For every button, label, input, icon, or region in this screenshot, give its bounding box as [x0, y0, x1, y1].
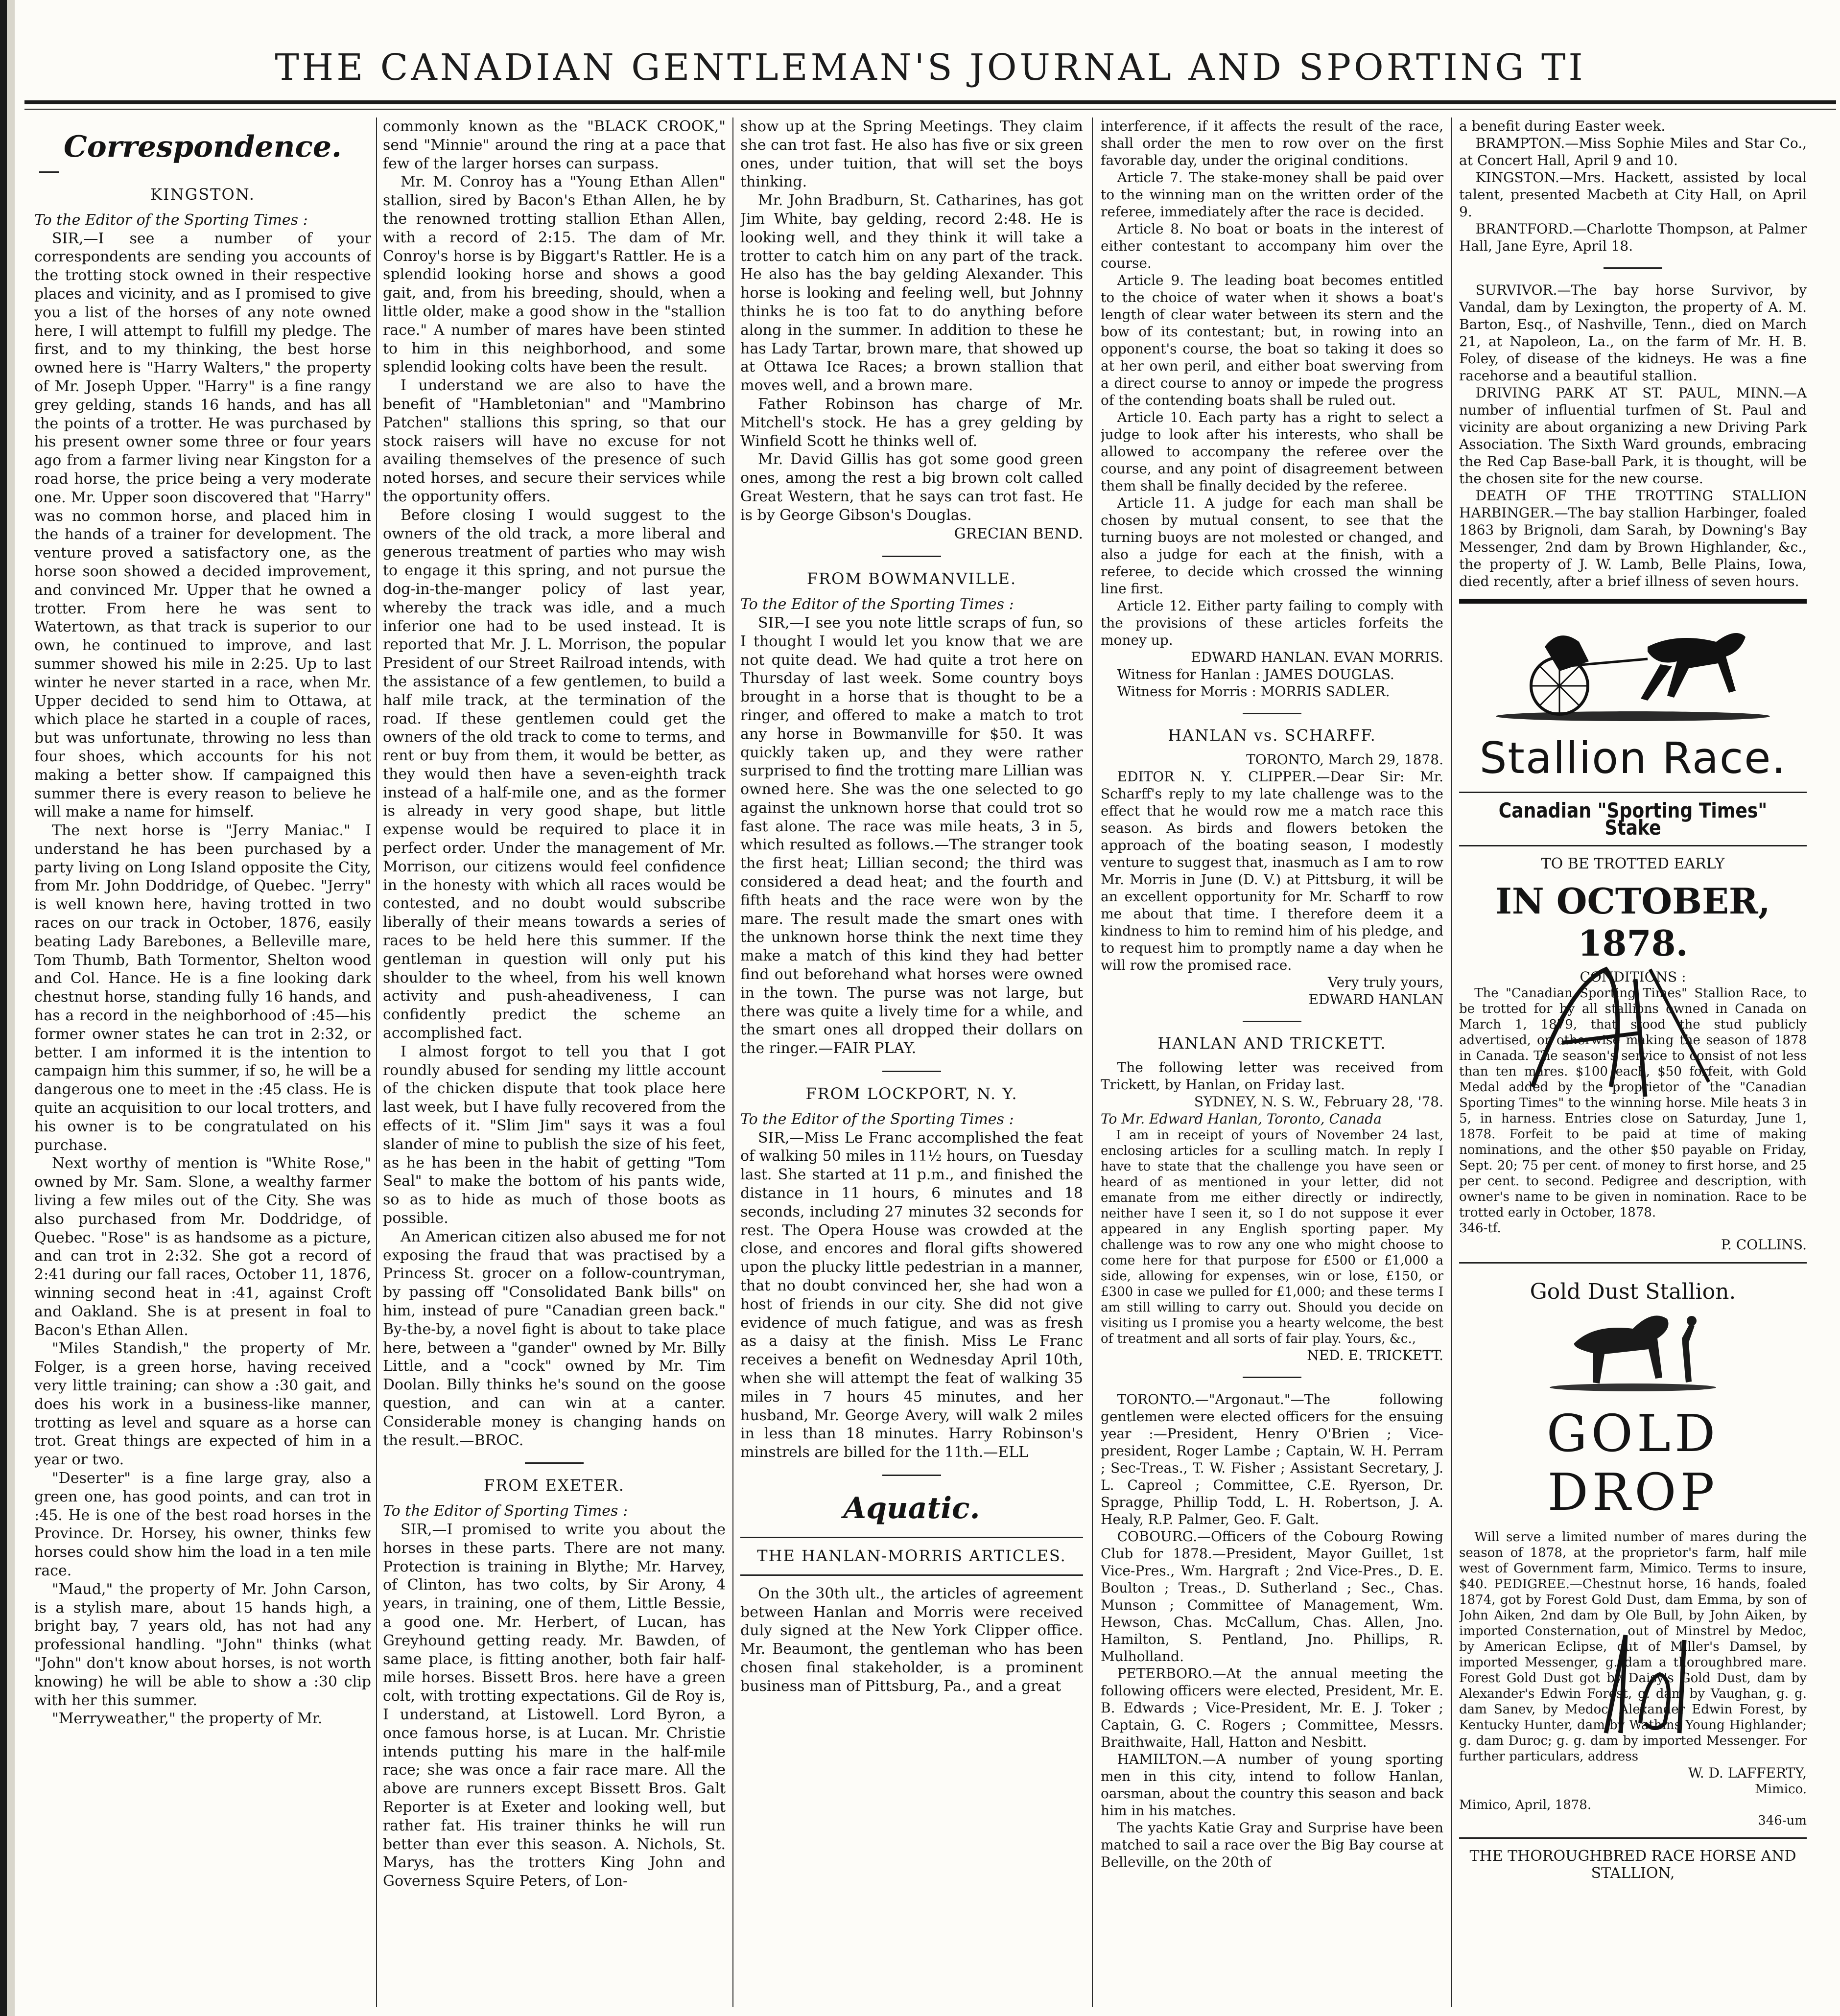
paragraph: Article 10. Each party has a right to select a judge to look after his interests, who shall be allowed to accompany the referee over the course, and any point of disagreement between them shall be finally decided by the referee.: [1101, 409, 1443, 494]
paragraph: HAMILTON.—A number of young sporting men in this city, intend to follow Hanlan, oarsman, about the country this season and back him in his matches.: [1101, 1751, 1443, 1819]
ad-rule: [1459, 792, 1807, 793]
witness-line: Witness for Morris : MORRIS SADLER.: [1117, 683, 1390, 700]
ad-line: TO BE TROTTED EARLY: [1541, 855, 1725, 872]
salutation: To the Editor of Sporting Times :: [383, 1502, 628, 1520]
paragraph: On the 30th ult., the articles of agreement between Hanlan and Morris were received duly signed at the New York Clipper office. Mr. Beaumont, the gentleman who has been chosen final stakeholder, is a prominent business man of Pittsburg, Pa., and a great: [740, 1585, 1083, 1695]
column-rule: [1451, 117, 1452, 2007]
paragraph: Mr. John Bradburn, St. Catharines, has got Jim White, bay gelding, record 2:48. He is looking well, and they think it will take a trotter to catch him on any part of the track. He also has the bay gelding Alexander. This horse is looking and feeling well, but Johnny thinks he is too fat to do anything before along in the summer. In addition to these he has Lady Tartar, brown mare, that showed up at Ottawa Ice Races; a brown stallion that moves well, and a brown mare.: [740, 192, 1083, 395]
paragraph: SIR,—I see a number of your correspondents are sending you accounts of the trotting stock owned in their respective places and vicinity, and as I promised to give you a list of the horses of any note owned here, I will attempt to fulfill my pledge. The first, and to my thinking, the best horse owned here is "Harry Walters," the property of Mr. Joseph Upper. "Harry" is a fine rangy grey gelding, stands 16 hands, and has all the points of a trotter. He was purchased by his present owner some three or four years ago from a farmer living near Kingston for a road horse, the price being a very moderate one. Mr. Upper soon discovered that "Harry" was no common horse, and placed him in the hands of a trainer for development. The venture proved a satisfactory one, as the horse soon showed a decided improvement, and convinced Mr. Upper that he owned a trotter. From here he was sent to Watertown, as that track is superior to our own, he continued to improve, and last summer showed his mile in 2:25. Up to last winter he never started in a race, when Mr. Upper decided to send him to Ottawa, at which place he started in a couple of races, but was unfortunate, throwing no less than four shoes, which accounts for his not making a better show. If campaigned this summer there is every reason to believe he will make a name for himself.: [34, 230, 371, 821]
paragraph: SIR,—I see you note little scraps of fun, so I thought I would let you know that we are not quite dead. We had quite a trot here on Thursday of last week. Some country boys brought in a horse that is thought to be a ringer, and offered to make a match to trot any horse in Bowmanville for $50. It was quickly taken up, and they were rather surprised to find the trotting mare Lillian was owned here. She was the one selected to go against the unknown horse that could trot so fast alone. The race was mile heats, 3 in 5, which resulted as follows.—The stranger took the first heat; Lillian second; the third was considered a dead heat; and the fourth and fifth heats and the race were won by the mare. The result made the smart ones with the unknown horse think the next time they make a match of this kind they had better find out beforehand what horses were owned in the town. The purse was not large, but there was quite a lively time for a while, and the smart ones all dropped their dollars on the ringer.—FAIR PLAY.: [740, 614, 1083, 1057]
masthead-rule: [24, 100, 1836, 104]
dash-rule: [1243, 1377, 1301, 1378]
paragraph: BRAMPTON.—Miss Sophie Miles and Star Co., at Concert Hall, April 9 and 10.: [1459, 135, 1807, 168]
column-4: [1101, 117, 1443, 2007]
paragraph: "Deserter" is a fine large gray, also a green one, has good points, and can trot in :45. He is one of the best road horses in the Province. Dr. Horsey, his owner, thinks few horses could show him the load in a ten mile race.: [34, 1469, 371, 1579]
paragraph: DRIVING PARK AT ST. PAUL, MINN.—A number of influential turfmen of St. Paul and vicinity are about organizing a new Driving Park Association. The Sixth Ward grounds, embracing the Red Cap Base-ball Park, it is thought, will be the chosen site for the new course.: [1459, 385, 1807, 487]
ad-signature: P. COLLINS.: [1721, 1237, 1807, 1253]
paragraph: Next worthy of mention is "White Rose," owned by Mr. Sam. Slone, a wealthy farmer living a few miles out of the City. She was also purchased from Mr. Doddridge, of Quebec. "Rose" is as handsome as a picture, and can trot in 2:32. She got a record of 2:41 during our fall races, October 11, 1876, winning second heat in :41, against Croft and Oakland. She is at present in foal to Bacon's Ethan Allen.: [34, 1155, 371, 1339]
column-2: [383, 117, 726, 2007]
column-rule: [1092, 117, 1093, 2007]
ad-conditions-heading: CONDITIONS :: [1580, 969, 1686, 985]
subheading-hanlan-scharff: HANLAN vs. SCHARFF.: [1168, 726, 1376, 745]
dash-rule: [882, 1475, 941, 1476]
ad-heading-thoroughbred: THE THOROUGHBRED RACE HORSE AND STALLION,: [1469, 1848, 1796, 1882]
paragraph: commonly known as the "BLACK CROOK," send "Minnie" around the ring at a pace that few of the larger horses can surpass.: [383, 118, 726, 172]
paragraph: Article 8. No boat or boats in the interest of either contestant to accompany him over the course.: [1101, 221, 1443, 271]
dash-rule: [882, 1071, 941, 1072]
paragraph: BRANTFORD.—Charlotte Thompson, at Palmer Hall, Jane Eyre, April 18.: [1459, 221, 1807, 254]
paragraph: The yachts Katie Gray and Surprise have been matched to sail a race over the Big Bay course at Belleville, on the 20th of: [1101, 1820, 1443, 1870]
paragraph: interference, if it affects the result of the race, shall order the men to row over on the first favorable day, under the original conditions.: [1101, 118, 1443, 168]
signature: GRECIAN BEND.: [954, 525, 1083, 542]
paragraph: DEATH OF THE TROTTING STALLION HARBINGER.—The bay stallion Harbinger, foaled 1863 by Brignoli, dam Sarah, by Downing's Bay Messenger, 2nd dam by Brown Highlander, &c., the property of J. W. Lamb, Belle Plains, Iowa, died recently, after a brief illness of seven hours.: [1459, 488, 1807, 589]
ad-title-gold-drop: GOLD DROP: [1546, 1404, 1720, 1522]
stallion-illustration: [1459, 1309, 1807, 1396]
closing: Very truly yours,: [1327, 974, 1443, 990]
ad-rule: [1459, 1262, 1807, 1264]
ad-signature: W. D. LAFFERTY,: [1688, 1765, 1807, 1781]
section-rule: [740, 1574, 1083, 1576]
dash-rule: [1243, 1021, 1301, 1022]
paragraph: Mr. David Gillis has got some good green ones, among the rest a big brown colt called Great Western, that he says can trot fast. He is by George Gibson's Douglas.: [740, 451, 1083, 524]
paragraph: "Miles Standish," the property of Mr. Folger, is a green horse, having received very little training; can show a :30 gait, and does his work in a business-like manner, trotting as level and square as a horse can trot. Great things are expected of him in a year or two.: [34, 1340, 371, 1469]
column-rule: [376, 117, 377, 2007]
signatories: EDWARD HANLAN. EVAN MORRIS.: [1191, 649, 1443, 665]
dash-rule: [1243, 713, 1301, 714]
ad-date: IN OCTOBER, 1878.: [1495, 880, 1770, 964]
paragraph: An American citizen also abused me for not exposing the fraud that was practised by a Princess St. grocer on a follow-countryman, by passing off "Consolidated Bank bills" on him, instead of pure "Canadian green back." By-the-by, a novel fight is about to take place here, between a "gander" owned by Mr. Billy Little, and a "cock" owned by Mr. Tim Doolan. Billy thinks he's sound on the goose question, and can win at a canter. Considerable money is changing hands on the result.—BROC.: [383, 1228, 726, 1449]
paragraph: PETERBORO.—At the annual meeting the following officers were elected, President, Mr. E. B. Edwards ; Vice-President, Mr. E. J. Toker ; Captain, G. C. Rogers ; Committee, Messrs. Braithwaite, Hall, Hatton and Nesbitt.: [1101, 1665, 1443, 1750]
salutation: To the Editor of the Sporting Times :: [740, 596, 1014, 613]
paragraph: Father Robinson has charge of Mr. Mitchell's stock. He has a grey gelding by Winfield Scott he thinks well of.: [740, 395, 1083, 450]
subheading-kingston: KINGSTON.: [150, 185, 255, 204]
horse-icon: [1545, 1309, 1721, 1392]
subheading-hanlan-trickett: HANLAN AND TRICKETT.: [1157, 1034, 1387, 1053]
paragraph: The next horse is "Jerry Maniac." I understand he has been purchased by a party living on Long Island opposite the City, from Mr. John Doddridge, of Quebec. "Jerry" is well known here, having trotted in two races on our track in October, 1876, easily beating Lady Barebones, a Belleville mare, Tom Thumb, Bath Tormentor, Shelton wood and Col. Hance. He is a fine looking dark chestnut horse, standing fully 16 hands, and has a record in the neighborhood of :45—his former owner states he can trot in 2:32, or better. I am informed it is the intention to campaign him this summer, if so, he will be a dangerous one to meet in the :45 class. He is quite an acquisition to our local trotters, and his owner is to be congratulated on his purchase.: [34, 822, 371, 1154]
paragraph: show up at the Spring Meetings. They claim she can trot fast. He also has five or six green ones, under tuition, that will set the boys thinking.: [740, 118, 1083, 191]
ad-heading-gold-dust: Gold Dust Stallion.: [1530, 1279, 1736, 1304]
ad-place: Mimico.: [1755, 1782, 1807, 1797]
subheading-hanlan-morris: THE HANLAN-MORRIS ARTICLES.: [757, 1546, 1066, 1565]
column-rule: [732, 117, 733, 2007]
masthead-rule-thin: [24, 109, 1836, 110]
subheading-exeter: FROM EXETER.: [484, 1476, 625, 1495]
ad-subtitle: Canadian "Sporting Times" Stake: [1498, 798, 1768, 840]
paragraph: Article 7. The stake-money shall be paid over to the winning man on the written order of the referee, immediately after the race is decided.: [1101, 169, 1443, 220]
section-rule: [740, 1537, 1083, 1538]
paragraph: I understand we are also to have the benefit of "Hambletonian" and "Mambrino Patchen" stallions this spring, so that our stock raisers will have no excuse for not availing themselves of the presence of such noted horses, and secure their services while the opportunity offers.: [383, 377, 726, 505]
section-heading-correspondence: Correspondence.: [64, 130, 342, 164]
ad-reference: 346-um: [1758, 1813, 1807, 1828]
paragraph: KINGSTON.—Mrs. Hackett, assisted by local talent, presented Macbeth at City Hall, on April 9.: [1459, 169, 1807, 220]
salutation: To Mr. Edward Hanlan, Toronto, Canada: [1101, 1111, 1382, 1127]
paragraph: I am in receipt of yours of November 24 last, enclosing articles for a sculling match. In reply I have to state that the challenge you have seen or heard of as mentioned in your letter, did not emanate from me either directly or indirectly, neither have I seen it, so I do not suppose it ever appeared in any English sporting paper. My challenge was to row any one who might choose to come here for that purpose for £500 or £1,000 a side, allowing for expenses, win or lose, £150, or £300 in case we pulled for £1,000; and these terms I am still willing to carry out. Should you decide on visiting us I promise you a hearty welcome, the best of treatment and all sorts of fair play. Yours, &c.,: [1101, 1128, 1443, 1346]
dash-rule: [882, 556, 941, 557]
paragraph: Article 9. The leading boat becomes entitled to the choice of water when it shows a boat's length of clear water between its stern and the bow of its contestant; but, in rowing into an opponent's course, the boat so taking it does so at her own peril, and either boat swerving from a direct course to annoy or impede the progress of the contending boats shall be ruled out.: [1101, 272, 1443, 408]
ad-body: The "Canadian Sporting Times" Stallion Race, to be trotted for by all stallions owned in Canada on March 1, 1879, that stood the stud publicly advertised, or otherwise making the season of 1878 in Canada. The season's service to consist of not less than ten mares. $100 each, $50 forfeit, with Gold Medal added by the proprietor of the "Canadian Sporting Times" to the winning horse. Mile heats 3 in 5, in harness. Entries close on Saturday, June 1, 1878. Forfeit to be paid at time of making nominations, and the other $50 payable on Friday, Sept. 20; 75 per cent. of money to first horse, and 25 per cent. to second. Pedigree and description, with owner's name to be given in nomination. Race to be trotted early in October, 1878.: [1459, 986, 1807, 1220]
salutation: To the Editor of the Sporting Times :: [34, 211, 308, 229]
paragraph: The following letter was received from Trickett, by Hanlan, on Friday last.: [1101, 1059, 1443, 1093]
paragraph: Mr. M. Conroy has a "Young Ethan Allen" stallion, sired by Bacon's Ethan Allen, he by the renowned trotting stallion Ethan Allen, with a record of 2:15. The dam of Mr. Conroy's horse is by Biggart's Rattler. He is a splendid looking horse and shows a good gait, and, from his breeding, should, when a little older, make a good show in the "stallion race." A number of mares have been stinted to him in this neighborhood, and some splendid looking colts have been the result.: [383, 173, 726, 376]
ad-body: Will serve a limited number of mares during the season of 1878, at the proprietor's farm, half mile west of Government farm, Mimico. Terms to insure, $40. PEDIGREE.—Chestnut horse, 16 hands, foaled 1874, got by Forest Gold Dust, dam Emma, by son of John Aiken, 2nd dam by Ole Bull, by John Aiken, by imported Consternation, out of Minstrel by Medoc, by American Eclipse, out of Miller's Damsel, by imported Messenger, g. dam a thoroughbred mare. Forest Gold Dust got by Daisy's Gold Dust, dam by Alexander's Edwin Forest, g. dam by Vaughan, g. g. dam Sanev, by Medoc. Alexander Edwin Forest, by Kentucky Hunter, dam by Wathins Young Highlander; g. dam Duroc; g. g. dam by imported Messenger. For further particulars, address: [1459, 1530, 1807, 1764]
paragraph: Article 11. A judge for each man shall be chosen by mutual consent, to see that the turning buoys are not molested or changed, and also a judge for each at the finish, with a referee, to decide which crossed the winning line first.: [1101, 495, 1443, 597]
paragraph: a benefit during Easter week.: [1459, 118, 1666, 134]
ad-title-stallion-race: Stallion Race.: [1479, 733, 1787, 783]
ad-rule: [1459, 1837, 1807, 1839]
column-1: [34, 117, 371, 2007]
paragraph: Before closing I would suggest to the owners of the old track, a more liberal and generous treatment of parties who may wish to engage it this spring, and not pursue the dog-in-the-manger policy of last year, whereby the track was idle, and a much inferior one had to be used instead. It is reported that Mr. J. L. Morrison, the popular President of our Street Railroad intends, with the assistance of a few gentlemen, to build a half mile track, at the termination of the road. If these gentlemen could get the owners of the old track to come to terms, and rent or buy from them, it would be better, as they would then have a seven-eighth track instead of a half-mile one, and as the former is already in very good shape, but little expense would be required to place it in perfect order. Under the management of Mr. Morrison, our citizens would feel confidence in the honesty with which all races would be contested, and no doubt would subscribe liberally of their means towards a series of races to be held here this summer. If the gentleman in question will only put his shoulder to the wheel, from his well known activity and push-aheadiveness, I can confidently predict the scheme an accomplished fact.: [383, 506, 726, 1042]
paragraph: SIR,—I promised to write you about the horses in these parts. There are not many. Protection is training in Blythe; Mr. Harvey, of Clinton, has two colts, by Sir Arony, 4 years, in training, one of them, Little Bessie, a good one. Mr. Herbert, of Lucan, has Greyhound getting ready. Mr. Bawden, of same place, is fitting another, both fair half-mile horses. Bissett Bros. here have a green colt, with trotting expectations. Gil de Roy is, I understand, at Listowell. Lord Byron, a once famous horse, is at Lucan. Mr. Christie intends putting his mare in the half-mile race; she was once a fair race mare. All the above are runners except Bissett Bros. Galt Reporter is at Exeter and looking well, but rather fat. His trainer thinks he will run better than ever this season. A. Nichols, St. Marys, has the trotters King John and Governess Squire Peters, of Lon-: [383, 1521, 726, 1890]
ad-reference: 346-tf.: [1459, 1221, 1501, 1236]
salutation: To the Editor of the Sporting Times :: [740, 1110, 1014, 1128]
subheading-bowmanville: FROM BOWMANVILLE.: [806, 569, 1017, 588]
paragraph: "Maud," the property of Mr. John Carson, is a stylish mare, about 15 hands high, a bright bay, 7 years old, has not had any professional handling. "John" thinks (what "John" don't know about horses, is not worth knowing) he will be able to show a :30 clip with her this summer.: [34, 1580, 371, 1709]
signature: EDWARD HANLAN: [1308, 991, 1443, 1008]
paragraph: SURVIVOR.—The bay horse Survivor, by Vandal, dam by Lexington, the property of A. M. Barton, Esq., of Nashville, Tenn., died on March 21, at Napoleon, La., on the farm of Mr. H. B. Foley, of disease of the kidneys. He was a fine racehorse and a beautiful stallion.: [1459, 282, 1807, 384]
paragraph: "Merryweather," the property of Mr.: [52, 1710, 323, 1728]
subheading-lockport: FROM LOCKPORT, N. Y.: [805, 1084, 1018, 1103]
dash-rule: [1604, 267, 1662, 269]
dash-rule: [39, 171, 59, 173]
paragraph: I almost forgot to tell you that I got roundly abused for sending my little account of the chicken dispute that took place here last week, but I have fully recovered from the effects of it. "Slim Jim" says it was a foul slander of mine to publish the size of his feet, as he has been in the habit of getting "Tom Seal" to make the bottom of his pants wide, so as to hide as much of those boots as possible.: [383, 1043, 726, 1227]
dateline: TORONTO, March 29, 1878.: [1246, 751, 1443, 768]
section-heading-aquatic: Aquatic.: [843, 1491, 980, 1525]
paragraph: TORONTO.—"Argonaut."—The following gentlemen were elected officers for the ensuing year :—President, Henry O'Brien ; Vice-president, Roger Lambe ; Captain, W. H. Perram ; Sec-Treas., T. W. Fisher ; Assistant Secretary, J. L. Capreol ; Committee, C.E. Ryerson, Dr. Spragge, Phillip Todd, L. H. Robertson, J. A. Healy, R.P. Palmer, Geo. F. Galt.: [1101, 1391, 1443, 1527]
ad-rule: [1459, 599, 1807, 604]
trotting-horse-illustration: [1459, 612, 1807, 729]
ad-date-line: Mimico, April, 1878.: [1459, 1798, 1592, 1812]
horse-and-sulky-icon: [1486, 612, 1780, 725]
column-3: [740, 117, 1083, 2007]
signature: NED. E. TRICKETT.: [1307, 1347, 1443, 1363]
paragraph: EDITOR N. Y. CLIPPER.—Dear Sir: Mr. Scharff's reply to my late challenge was to the effect that he would row me a match race this season. As birds and flowers betoken the approach of the boating season, I modestly venture to suggest that, inasmuch as I am to row Mr. Morris in June (D. V.) at Pittsburg, it will be an excellent opportunity for Mr. Scharff to row me about that time. I therefore deem it a kindness to him to remind him of his pledge, and to request him to promptly name a day when he will row the promised race.: [1101, 769, 1443, 973]
paragraph: COBOURG.—Officers of the Cobourg Rowing Club for 1878.—President, Mayor Guillet, 1st Vice-Pres., Wm. Hargraft ; 2nd Vice-Pres., D. E. Boulton ; Treas., D. Sutherland ; Sec., Chas. Munson ; Committee of Management, Wm. Hewson, Chas. McCallum, Chas. Allen, Jno. Hamilton, S. Pentland, Jno. Phillips, R. Mulholland.: [1101, 1528, 1443, 1664]
dash-rule: [525, 1462, 584, 1464]
paragraph: SIR,—Miss Le Franc accomplished the feat of walking 50 miles in 11½ hours, on Tuesday last. She started at 11 p.m., and finished the distance in 11 hours, 6 minutes and 18 seconds, including 27 minutes 32 seconds for rest. The Opera House was crowded at the close, and encores and floral gifts showered upon the plucky little pedestrian in a manner, that no doubt convinced her, she had won a host of friends in our city. She did not give evidence of much fatigue, and was as fresh as a daisy at the finish. Miss Le Franc receives a benefit on Wednesday April 10th, when she will attempt the feat of walking 35 miles in 7 hours 45 minutes, and her husband, Mr. George Avery, will walk 2 miles in less than 18 minutes. Harry Robinson's minstrels are billed for the 11th.—ELL: [740, 1129, 1083, 1461]
witness-line: Witness for Hanlan : JAMES DOUGLAS.: [1117, 666, 1394, 682]
binding-edge: [0, 0, 15, 2016]
paragraph: Article 12. Either party failing to comply with the provisions of these articles forfeits the money up.: [1101, 598, 1443, 648]
masthead: THE CANADIAN GENTLEMAN'S JOURNAL AND SPORTING TI: [275, 47, 1586, 89]
dateline: SYDNEY, N. S. W., February 28, '78.: [1194, 1094, 1443, 1110]
ad-rule: [1459, 845, 1807, 846]
column-5: [1459, 117, 1807, 2007]
